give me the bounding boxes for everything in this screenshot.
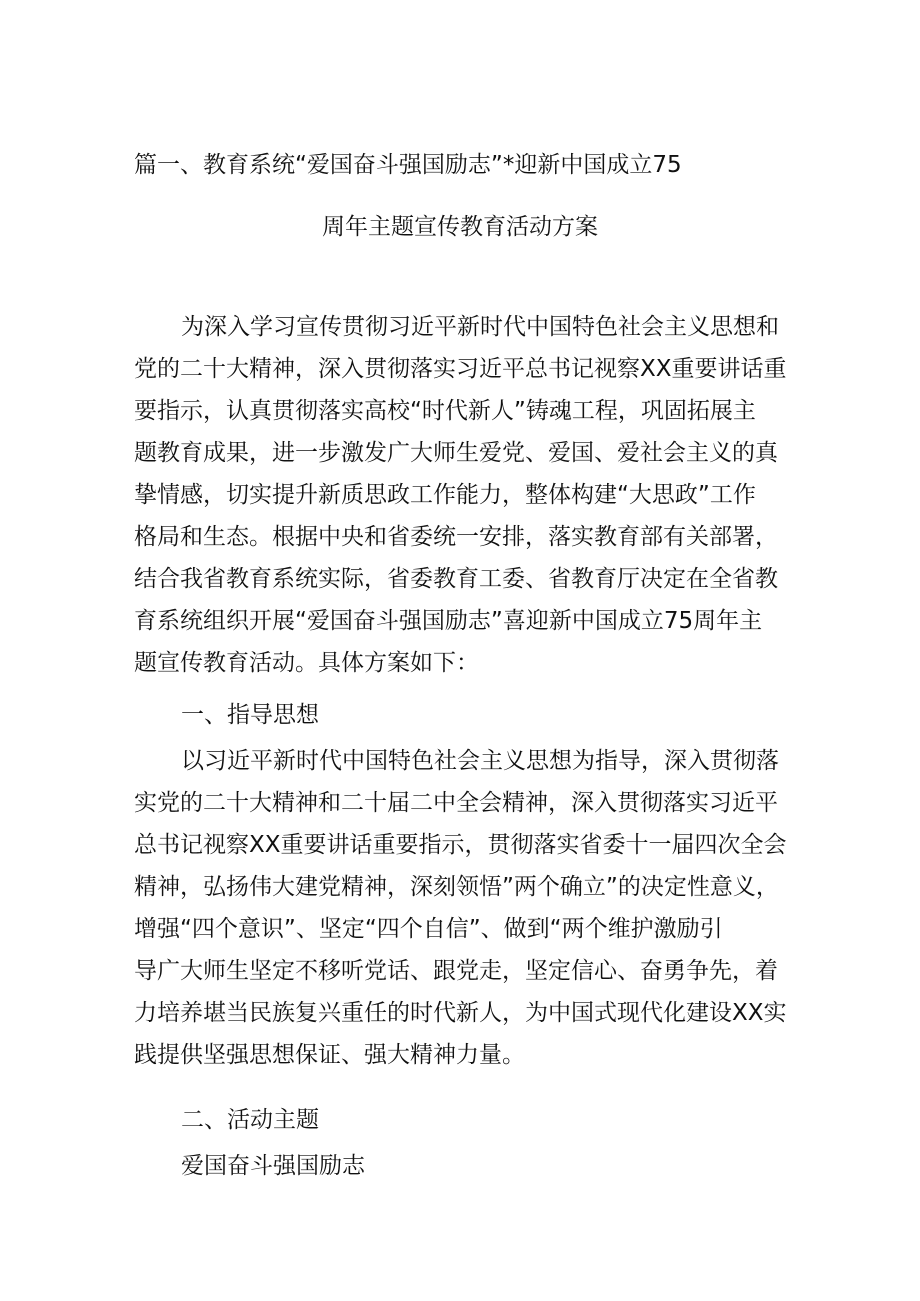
paragraph-line: 党的二十大精神，深入贯彻落实习近平总书记视察XX重要讲话重 [134,356,787,382]
section-heading-guiding-ideology: 一、指导思想 [181,702,319,728]
paragraph-line: 题教育成果，进一步激发广大师生爱党、爱国、爱社会主义的真 [134,440,778,466]
paragraph-line: 精神，弘扬伟大建党精神，深刻领悟”两个确立”的决定性意义， [134,874,779,900]
paragraph-line: 力培养堪当民族复兴重任的时代新人，为中国式现代化建设XX实 [134,1000,787,1026]
paragraph-line: 格局和生态。根据中央和省委统一安排，落实教育部有关部署， [134,524,778,550]
paragraph-line: 践提供坚强思想保证、强大精神力量。 [134,1042,525,1068]
paragraph-line: 以习近平新时代中国特色社会主义思想为指导，深入贯彻落 [181,748,779,774]
paragraph-line: 育系统组织开展“爱国奋斗强国励志”喜迎新中国成立75周年主 [134,608,763,634]
paragraph-line: 题宣传教育活动。具体方案如下： [134,650,479,676]
paragraph-line: 实党的二十大精神和二十届二中全会精神，深入贯彻落实习近平 [134,790,778,816]
paragraph-line: 总书记视察XX重要讲话重要指示，贯彻落实省委十一届四次全会 [134,832,787,858]
activity-theme-text: 爱国奋斗强国励志 [181,1153,365,1179]
paragraph-line: 挚情感，切实提升新质思政工作能力，整体构建“大思政”工作 [134,482,756,508]
paragraph-line: 结合我省教育系统实际，省委教育工委、省教育厅决定在全省教 [134,566,778,592]
paragraph-line: 导广大师生坚定不移听党话、跟党走，坚定信心、奋勇争先，着 [134,958,778,984]
paragraph-line: 增强“四个意识”、坚定“四个自信”、做到“两个维护激励引 [134,916,723,942]
document-title-line-2: 周年主题宣传教育活动方案 [322,214,598,240]
paragraph-line: 要指示，认真贯彻落实高校“时代新人”铸魂工程，巩固拓展主 [134,398,756,424]
document-title-line-1: 篇一、教育系统“爱国奋斗强国励志”*迎新中国成立75 [134,152,682,178]
section-heading-activity-theme: 二、活动主题 [181,1107,319,1133]
paragraph-line: 为深入学习宣传贯彻习近平新时代中国特色社会主义思想和 [181,314,779,340]
